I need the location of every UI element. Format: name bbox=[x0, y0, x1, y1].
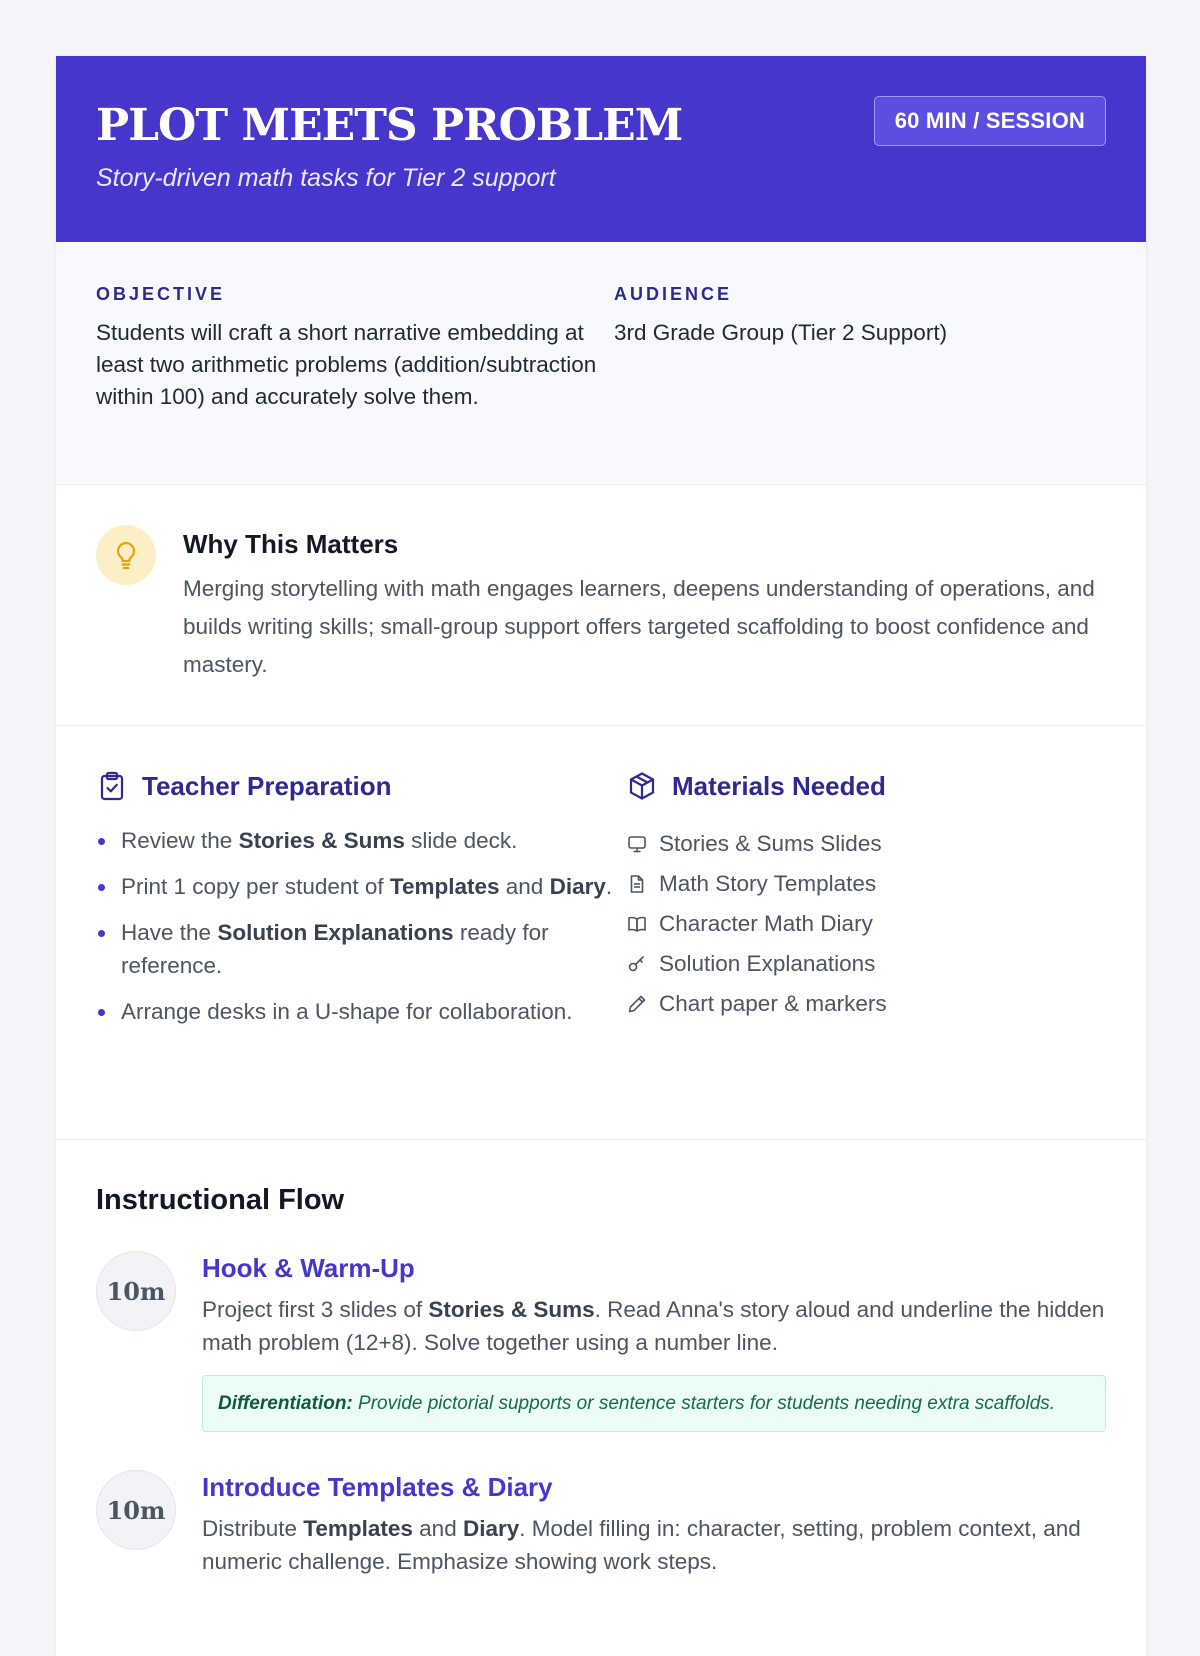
preparation-materials-section bbox=[56, 726, 1146, 1140]
objective-block bbox=[96, 284, 614, 484]
cube-icon bbox=[626, 770, 658, 802]
presentation-icon bbox=[626, 833, 648, 855]
material-item: Solution Explanations bbox=[626, 944, 1106, 984]
step-description: Distribute Templates and Diary. Model filling in: character, setting, problem context, and numeric challenge. Emphasize showing work steps. bbox=[202, 1516, 1081, 1574]
material-item: Stories & Sums Slides bbox=[626, 824, 1106, 864]
material-item: Chart paper & markers bbox=[626, 984, 1106, 1024]
preparation-item: Review the Stories & Sums slide deck. bbox=[96, 824, 626, 857]
preparation-title: Teacher Preparation bbox=[142, 770, 392, 801]
lesson-subtitle: Story-driven math tasks for Tier 2 support bbox=[96, 164, 556, 192]
audience-label: AUDIENCE bbox=[614, 284, 733, 304]
clipboard-check-icon bbox=[96, 770, 128, 802]
pencil-icon bbox=[626, 993, 648, 1015]
why-section bbox=[56, 485, 1146, 726]
lesson-title: PLOT MEETS PROBLEM bbox=[96, 100, 683, 151]
why-title: Why This Matters bbox=[183, 529, 399, 559]
differentiation-note: Differentiation: Provide pictorial supports or sentence starters for students needing extra scaffolds. bbox=[202, 1375, 1106, 1432]
step-duration: 10m bbox=[96, 1251, 176, 1331]
flow-step bbox=[96, 1470, 1106, 1578]
material-item: Math Story Templates bbox=[626, 864, 1106, 904]
objective-text: Students will craft a short narrative embedding at least two arithmetic problems (addition/subtraction within 100) and accurately solve them. bbox=[96, 320, 597, 409]
preparation-item: Have the Solution Explanations ready for reference. bbox=[96, 916, 626, 982]
step-title: Introduce Templates & Diary bbox=[202, 1472, 553, 1502]
flow-step bbox=[96, 1251, 1106, 1432]
step-description: Project first 3 slides of Stories & Sums. Read Anna's story aloud and underline the hidden math problem (12+8). Solve together using a number line. bbox=[202, 1297, 1105, 1355]
instructional-flow bbox=[56, 1140, 1146, 1578]
materials-title: Materials Needed bbox=[672, 770, 886, 801]
audience-block bbox=[614, 284, 1106, 484]
open-book-icon bbox=[626, 913, 648, 935]
flow-title: Instructional Flow bbox=[96, 1184, 345, 1216]
audience-text: 3rd Grade Group (Tier 2 Support) bbox=[614, 320, 948, 345]
materials-needed bbox=[626, 766, 1106, 1139]
material-item: Character Math Diary bbox=[626, 904, 1106, 944]
objective-label: OBJECTIVE bbox=[96, 284, 226, 304]
why-text: Merging storytelling with math engages learners, deepens understanding of operations, and builds writing skills; small-group support offers targeted scaffolding to boost confidence and mastery. bbox=[183, 576, 1095, 677]
preparation-item: Arrange desks in a U-shape for collaboration. bbox=[96, 995, 626, 1028]
lightbulb-icon bbox=[96, 525, 156, 585]
session-length-badge: 60 MIN / SESSION bbox=[874, 96, 1106, 146]
lesson-header bbox=[56, 56, 1146, 242]
step-title: Hook & Warm-Up bbox=[202, 1253, 415, 1283]
teacher-preparation bbox=[96, 766, 626, 1139]
step-duration: 10m bbox=[96, 1470, 176, 1550]
document-icon bbox=[626, 873, 648, 895]
preparation-item: Print 1 copy per student of Templates and Diary. bbox=[96, 870, 626, 903]
key-icon bbox=[626, 953, 648, 975]
lesson-card bbox=[56, 56, 1146, 1656]
overview-section bbox=[56, 242, 1146, 485]
